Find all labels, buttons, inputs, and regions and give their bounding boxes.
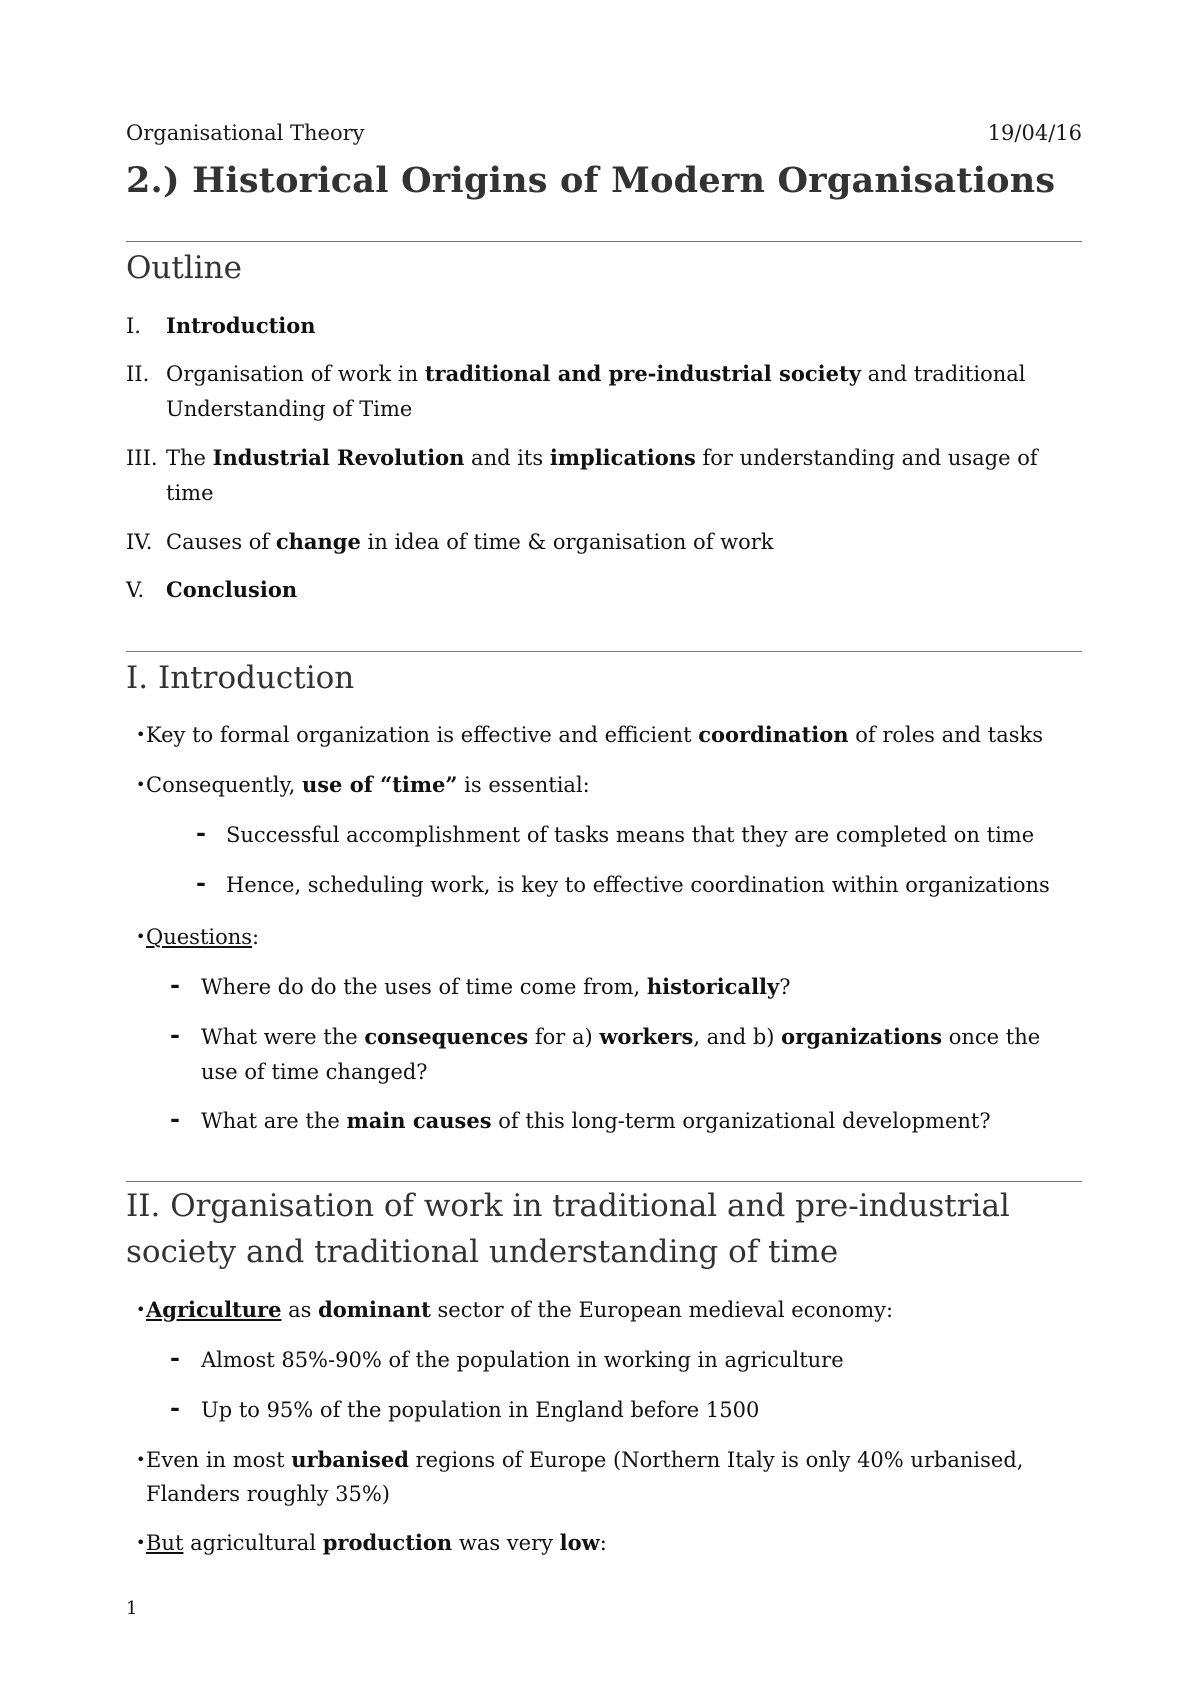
text-run: traditional and pre-industrial society [424, 361, 861, 386]
header-date: 19/04/16 [987, 121, 1082, 145]
text-run: change [275, 529, 361, 554]
sub-item [201, 1393, 759, 1427]
outline-num: IV. [126, 530, 153, 554]
bullet-item [146, 1443, 1023, 1477]
dash-marker: - [170, 1104, 180, 1133]
dash-marker: - [170, 970, 180, 999]
document-page [126, 0, 1082, 1698]
text-run: urbanised [291, 1447, 409, 1472]
sub-item [201, 1343, 844, 1377]
questions-label [146, 920, 259, 954]
bullet-marker: • [136, 775, 146, 794]
bullet-marker: • [136, 1450, 146, 1469]
text-run: agricultural [183, 1531, 323, 1555]
outline-num: I. [126, 314, 141, 338]
outline-item [166, 573, 297, 607]
text-run: Successful accomplishment of tasks means that they are completed on time [226, 823, 1035, 847]
text-run: , and b) [693, 1025, 782, 1049]
dash-marker: - [170, 1020, 180, 1049]
text-run: Key to formal organization is effective and efficient [146, 723, 699, 747]
bullet-item-cont [146, 1477, 390, 1511]
outline-item [166, 441, 1038, 475]
question-item [201, 970, 791, 1004]
question-item-cont [201, 1055, 428, 1089]
text-run: once the [942, 1025, 1041, 1049]
bullet-item [146, 1293, 893, 1327]
bullet-item [146, 718, 1043, 752]
dash-marker: - [170, 1393, 180, 1422]
sub-item [226, 868, 1050, 902]
outline-heading: Outline [126, 250, 242, 286]
text-run: use of “time” [301, 772, 458, 797]
text-run: implications [549, 445, 696, 470]
text-run: main causes [346, 1108, 492, 1133]
bullet-marker: • [136, 1300, 146, 1319]
text-run: But [146, 1531, 184, 1555]
text-run: was very [452, 1531, 560, 1555]
outline-item-cont [166, 392, 412, 426]
text-run: time [166, 481, 214, 505]
text-run: Introduction [166, 313, 316, 338]
text-run: The [166, 446, 213, 470]
divider [126, 1181, 1082, 1182]
outline-item-cont [166, 476, 214, 510]
text-run: Industrial Revolution [212, 445, 465, 470]
text-run: Where do do the uses of time come from, [201, 975, 647, 999]
text-run: Conclusion [166, 577, 298, 602]
text-run: Questions [146, 925, 253, 949]
course-name: Organisational Theory [126, 121, 365, 145]
text-run: organizations [781, 1024, 943, 1049]
text-run: Consequently, [146, 773, 302, 797]
text-run: of this long-term organizational development? [491, 1109, 991, 1133]
dash-marker: - [196, 868, 206, 897]
text-run: What were the [201, 1025, 365, 1049]
sub-item [226, 818, 1034, 852]
text-run: dominant [318, 1297, 431, 1322]
text-run: What are the [201, 1109, 347, 1133]
text-run: low [559, 1530, 600, 1555]
bullet-item [146, 768, 590, 802]
text-run: Agriculture [146, 1297, 282, 1322]
text-run: and traditional [860, 362, 1026, 386]
outline-item [166, 525, 774, 559]
bullet-marker: • [136, 1533, 146, 1552]
text-run: Understanding of Time [166, 397, 413, 421]
outline-num: III. [126, 446, 158, 470]
text-run: Even in most [146, 1448, 292, 1472]
bullet-marker: • [136, 725, 146, 744]
section-heading-line: society and traditional understanding of time [126, 1234, 839, 1270]
question-item [201, 1104, 991, 1138]
text-run: Hence, scheduling work, is key to effective coordination within organizations [226, 873, 1050, 897]
text-run: Up to 95% of the population in England before 1500 [201, 1398, 760, 1422]
text-run: use of time changed? [201, 1060, 428, 1084]
dash-marker: - [170, 1343, 180, 1372]
text-run: of roles and tasks [848, 723, 1044, 747]
text-run: coordination [698, 722, 849, 747]
text-run: workers [599, 1024, 694, 1049]
text-run: for understanding and usage of [695, 446, 1038, 470]
text-run: as [281, 1298, 319, 1322]
text-run: and its [464, 446, 550, 470]
text-run: is essential: [457, 773, 590, 797]
dash-marker: - [196, 818, 206, 847]
question-item [201, 1020, 1040, 1054]
page-header [126, 121, 1082, 151]
text-run: historically [646, 974, 780, 999]
text-run: in idea of time & organisation of work [360, 530, 774, 554]
outline-num: V. [126, 578, 145, 602]
text-run: production [322, 1530, 453, 1555]
outline-item [166, 309, 316, 343]
bullet-item [146, 1526, 607, 1560]
text-run: consequences [364, 1024, 529, 1049]
outline-num: II. [126, 362, 150, 386]
divider [126, 651, 1082, 652]
bullet-marker: • [136, 927, 146, 946]
section-heading: I. Introduction [126, 660, 355, 696]
text-run: Flanders roughly 35%) [146, 1482, 390, 1506]
page-number: 1 [126, 1598, 138, 1619]
text-run: Almost 85%-90% of the population in working in agriculture [201, 1348, 844, 1372]
section-heading-line: II. Organisation of work in traditional and pre-industrial [126, 1188, 1010, 1224]
text-run: Organisation of work in [166, 362, 425, 386]
text-run: : [252, 925, 260, 949]
text-run: Causes of [166, 530, 276, 554]
document-title: 2.) Historical Origins of Modern Organisations [126, 160, 1056, 201]
text-run: regions of Europe (Northern Italy is only 40% urbanised, [408, 1448, 1024, 1472]
outline-item [166, 357, 1025, 391]
text-run: : [599, 1531, 607, 1555]
text-run: sector of the European medieval economy: [430, 1298, 894, 1322]
text-run: for a) [528, 1025, 600, 1049]
divider [126, 241, 1082, 242]
text-run: ? [779, 975, 791, 999]
